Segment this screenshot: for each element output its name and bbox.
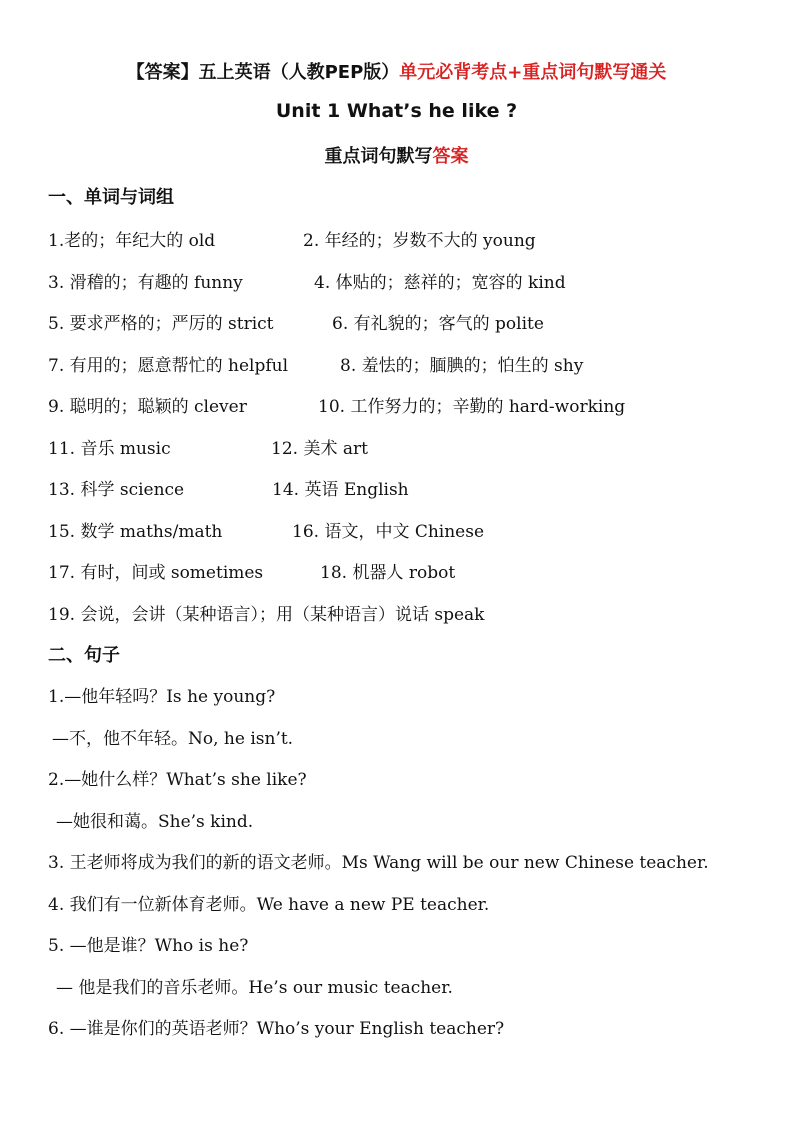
sentence-item: — 他是我们的音乐老师。He’s our music teacher. [56,978,453,998]
word-item: 4. 体贴的；慈祥的；宽容的 kind [314,273,566,293]
word-item: 13. 科学 science [48,480,185,500]
word-item: 17. 有时，间或 sometimes [48,563,264,583]
sentence-item: 1.—他年轻吗？Is he young? [48,687,276,707]
word-item: 6. 有礼貌的；客气的 polite [332,314,544,334]
subtitle [0,142,793,168]
word-item: 3. 滑稽的；有趣的 funny [48,273,243,293]
sentences-heading: 二、句子 [48,645,120,666]
subtitle-red: 答案 [432,146,469,167]
word-item: 12. 美术 art [271,439,368,459]
word-item: 10. 工作努力的；辛勤的 hard-working [318,397,626,417]
word-item: 8. 羞怯的；腼腆的；怕生的 shy [340,356,584,376]
word-item: 18. 机器人 robot [320,563,456,583]
sentence-item: 4. 我们有一位新体育老师。We have a new PE teacher. [48,895,490,915]
word-item: 7. 有用的；愿意帮忙的 helpful [48,356,289,376]
title-red: 单元必背考点+重点词句默写通关 [399,62,667,83]
document-title [0,58,793,84]
word-item: 15. 数学 maths/math [48,522,223,542]
words-heading: 一、单词与词组 [48,187,174,208]
sentence-item: —她很和蔼。She’s kind. [56,812,254,832]
word-item: 9. 聪明的；聪颖的 clever [48,397,247,417]
sentence-item: 3. 王老师将成为我们的新的语文老师。Ms Wang will be our new Chinese teacher. [48,853,709,873]
sentence-item: 6. —谁是你们的英语老师？Who’s your English teacher? [48,1019,505,1039]
word-item: 16. 语文，中文 Chinese [292,522,485,542]
word-item: 14. 英语 English [272,480,409,500]
subtitle-black: 重点词句默写 [324,146,433,167]
sentence-item: —不，他不年轻。No, he isn’t. [52,729,294,749]
sentence-item: 5. —他是谁？Who is he? [48,936,249,956]
word-item: 5. 要求严格的；严厉的 strict [48,314,274,334]
word-item: 1.老的；年纪大的 old [48,231,216,251]
word-item: 19. 会说，会讲（某种语言）；用（某种语言）说话 speak [48,605,485,625]
word-item: 11. 音乐 music [48,439,171,459]
word-item: 2. 年经的；岁数不大的 young [303,231,536,251]
title-black: 【答案】五上英语（人教PEP版） [126,62,400,83]
sentence-item: 2.—她什么样？What’s she like? [48,770,307,790]
unit-title: Unit 1 What’s he like ? [275,100,518,122]
